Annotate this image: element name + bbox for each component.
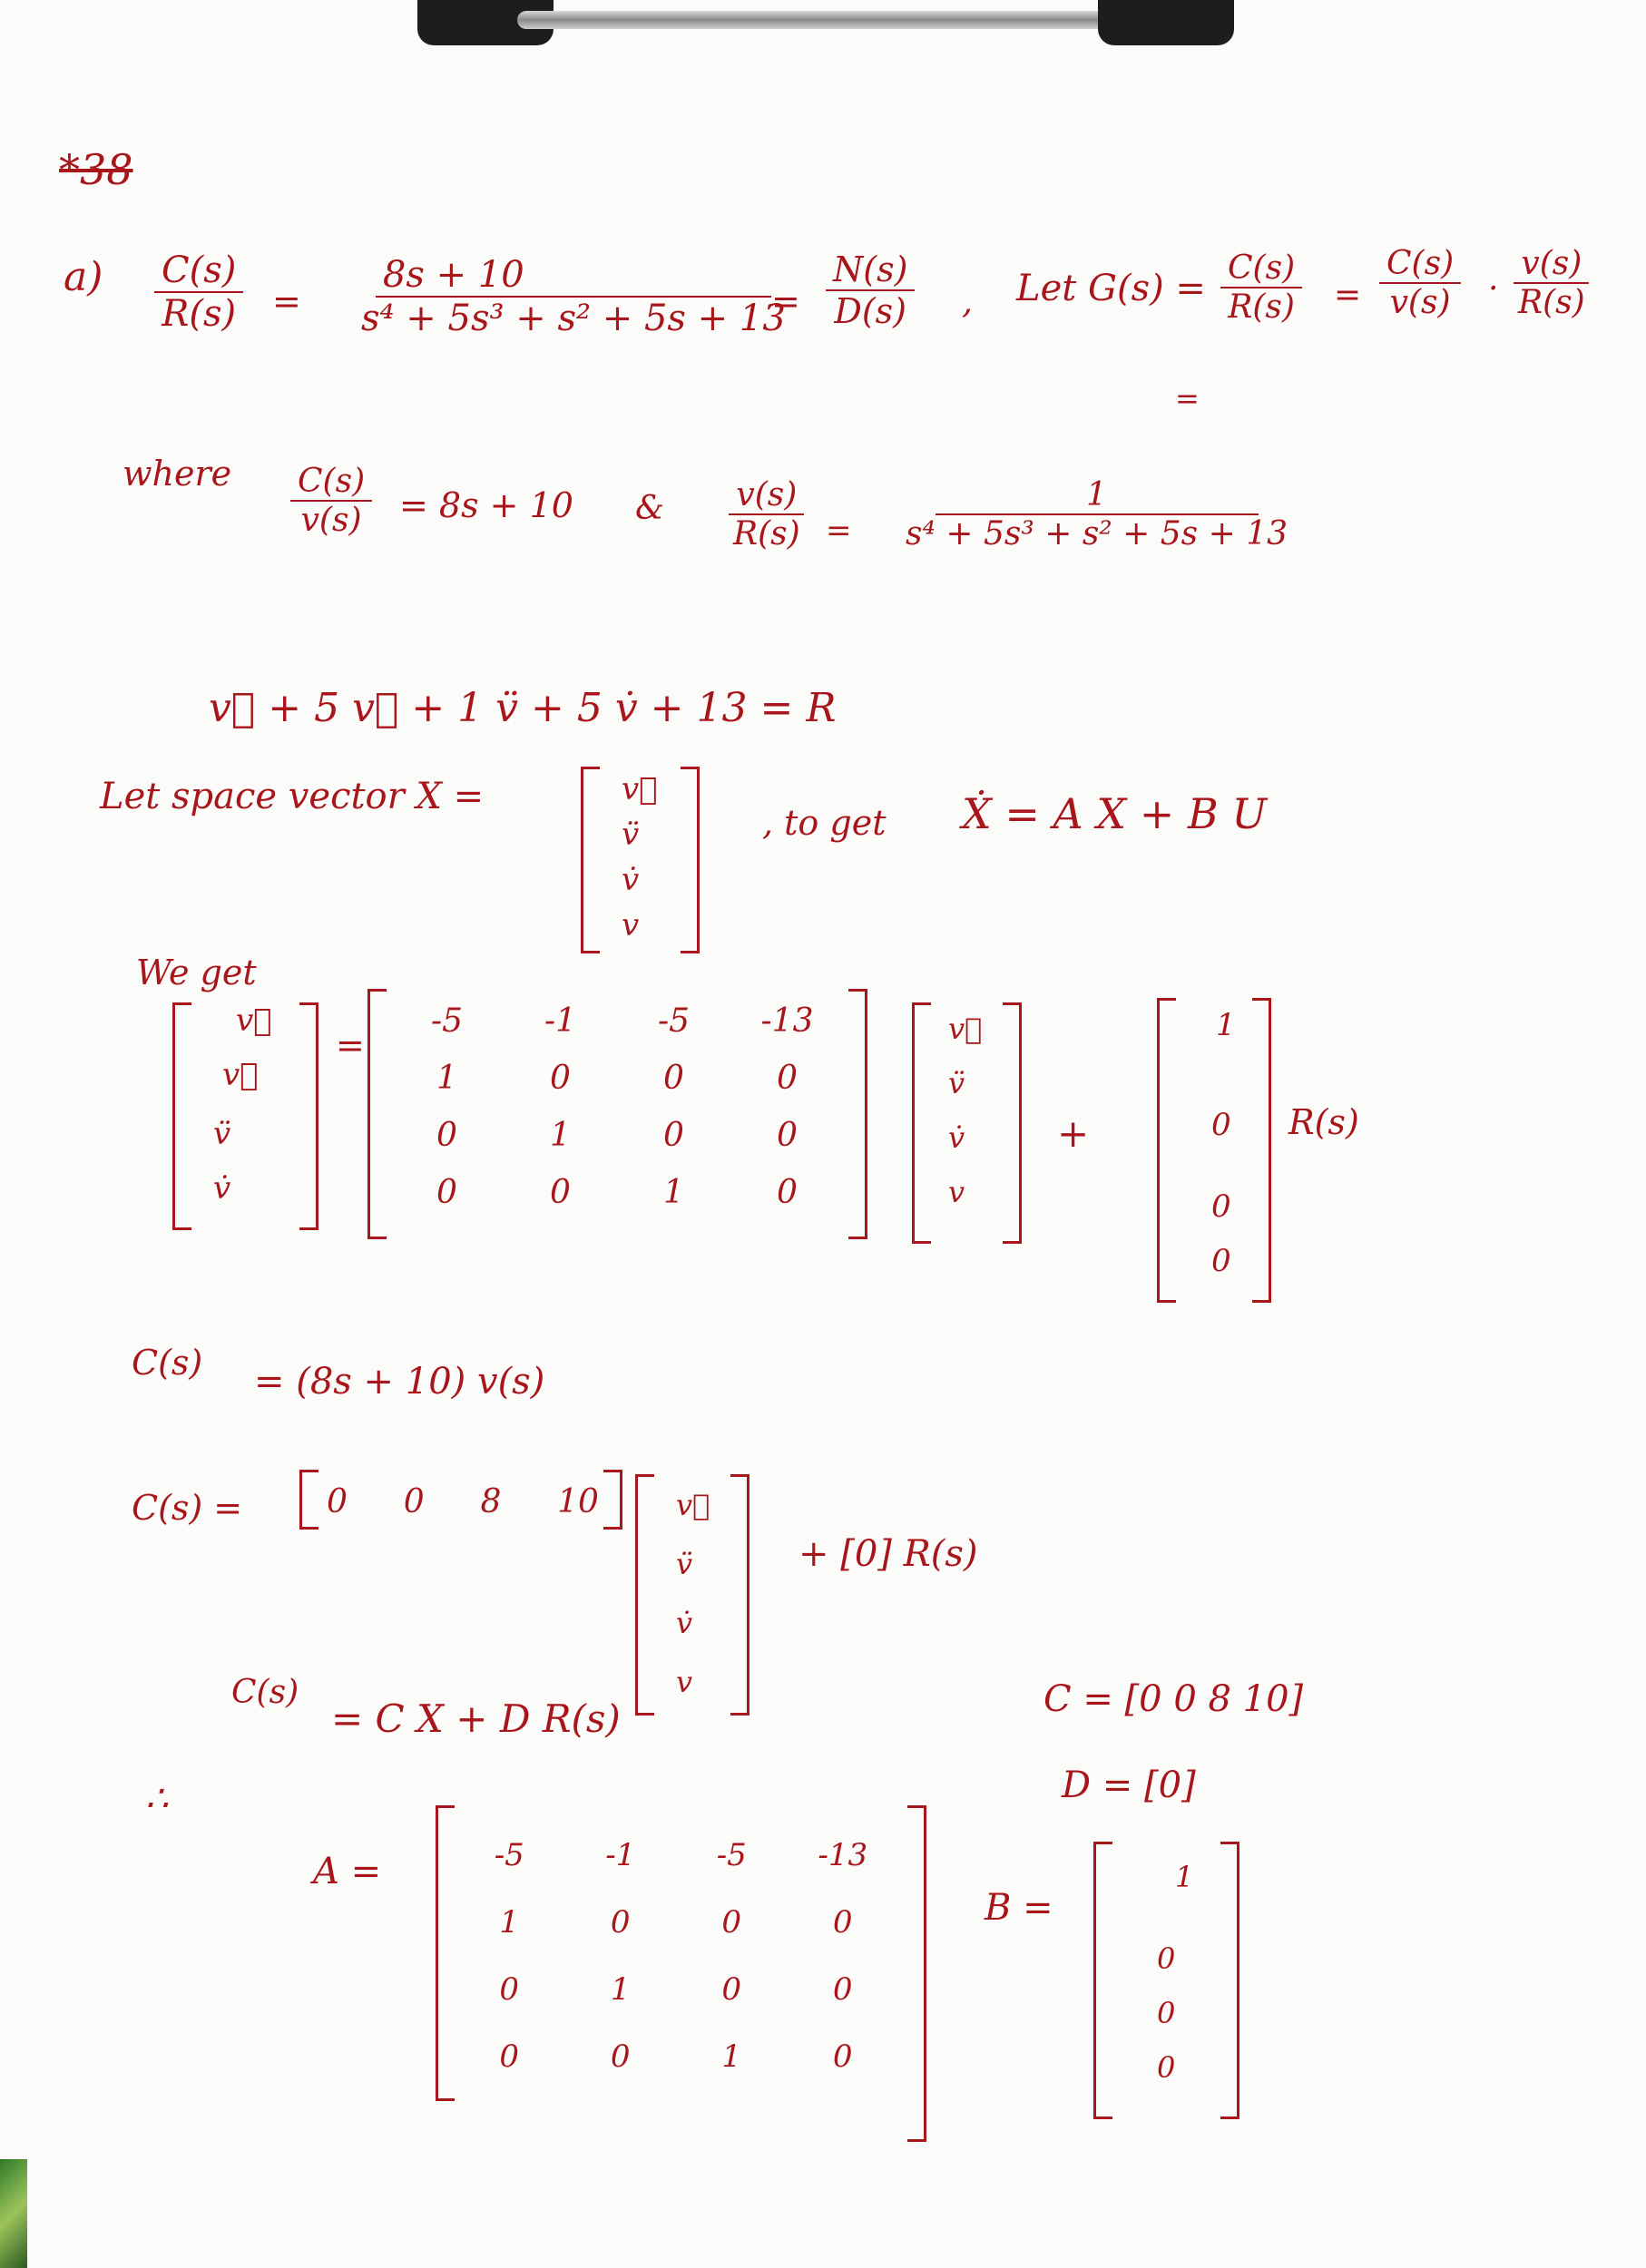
x-entry-1: v⃛ bbox=[948, 1012, 983, 1046]
nd-frac bbox=[826, 249, 915, 331]
final-a-left-bracket bbox=[436, 1805, 455, 2101]
tf-main bbox=[354, 254, 793, 339]
lhs-entry-1: v⃜ bbox=[236, 1002, 272, 1039]
clip-right-pad bbox=[1098, 0, 1234, 45]
to-get-label: , to get bbox=[762, 803, 887, 843]
x-vector-entry-3: v̇ bbox=[622, 862, 640, 898]
equals-1: = bbox=[272, 281, 301, 321]
out-tail: + [0] R(s) bbox=[799, 1533, 978, 1575]
out-x-entry-1: v⃛ bbox=[676, 1488, 710, 1522]
p2-num: v(s) bbox=[1514, 245, 1589, 284]
a-matrix-cell-0-0: -5 bbox=[430, 1002, 464, 1040]
x-vector-entry-2: v̈ bbox=[622, 816, 640, 853]
final-a-cell-2-2: 0 bbox=[721, 1971, 742, 2008]
g-den: R(s) bbox=[1228, 288, 1295, 326]
dot-mult: · bbox=[1488, 270, 1499, 308]
therefore-symbol: ∴ bbox=[145, 1778, 169, 1820]
final-b-entry-4: 0 bbox=[1157, 2050, 1176, 2085]
nd-num: N(s) bbox=[826, 249, 915, 291]
where-equals: = bbox=[826, 513, 852, 549]
c-row-right-bracket bbox=[603, 1470, 622, 1530]
where-c-frac bbox=[290, 463, 372, 539]
b-entry-4: 0 bbox=[1211, 1243, 1231, 1279]
a-label: A = bbox=[313, 1851, 382, 1892]
out-line2-lhs: C(s) = bbox=[132, 1488, 243, 1528]
p1-frac bbox=[1379, 245, 1461, 321]
final-a-cell-1-3: 0 bbox=[832, 1904, 853, 1941]
tf-lhs-num: C(s) bbox=[154, 249, 243, 293]
g-num: C(s) bbox=[1220, 249, 1302, 288]
p2-frac bbox=[1511, 245, 1592, 321]
where-c-den: v(s) bbox=[300, 502, 362, 539]
a-matrix-cell-0-1: -1 bbox=[544, 1002, 577, 1040]
x-entry-2: v̈ bbox=[948, 1066, 965, 1100]
a-matrix-cell-1-1: 0 bbox=[550, 1060, 571, 1097]
where-v-frac bbox=[726, 476, 808, 552]
c-row-cell-1: 0 bbox=[403, 1483, 425, 1520]
lhs-left-bracket bbox=[172, 1002, 191, 1230]
final-a-cell-1-0: 1 bbox=[499, 1904, 520, 1941]
tf-den: s⁴ + 5s³ + s² + 5s + 13 bbox=[361, 298, 786, 339]
b-entry-1: 1 bbox=[1216, 1007, 1236, 1043]
d-definition: D = [0] bbox=[1062, 1765, 1196, 1806]
p1-num: C(s) bbox=[1379, 245, 1461, 284]
a-matrix-cell-3-3: 0 bbox=[777, 1174, 798, 1211]
final-a-cell-2-3: 0 bbox=[832, 1971, 853, 2008]
nd-den: D(s) bbox=[834, 291, 907, 331]
b-entry-2: 0 bbox=[1211, 1107, 1231, 1143]
p2-den: R(s) bbox=[1518, 284, 1585, 321]
out-line1-lhs: C(s) bbox=[132, 1343, 203, 1383]
b-entry-3: 0 bbox=[1211, 1188, 1231, 1225]
matrix-equals: = bbox=[336, 1025, 365, 1065]
final-b-right-bracket bbox=[1220, 1842, 1239, 2119]
a-matrix-cell-2-3: 0 bbox=[777, 1117, 798, 1154]
final-a-cell-2-0: 0 bbox=[499, 1971, 520, 2008]
x-vector-entry-1: v⃛ bbox=[622, 771, 658, 807]
equals-3: = bbox=[1334, 277, 1362, 314]
out-x-entry-3: v̇ bbox=[676, 1606, 693, 1640]
input-label: R(s) bbox=[1288, 1102, 1359, 1142]
x-entry-3: v̇ bbox=[948, 1120, 965, 1155]
state-vector-label: Let space vector X = bbox=[100, 776, 485, 817]
a-matrix-right-bracket bbox=[848, 989, 867, 1239]
a-matrix-cell-2-0: 0 bbox=[436, 1117, 457, 1154]
b-label: B = bbox=[985, 1887, 1053, 1929]
a-matrix-cell-3-2: 1 bbox=[663, 1174, 684, 1211]
x-entry-4: v bbox=[948, 1175, 965, 1209]
where-v-num: v(s) bbox=[729, 476, 804, 515]
tf-num: 8s + 10 bbox=[376, 254, 771, 298]
matrix-plus: + bbox=[1057, 1111, 1090, 1156]
where-v-rhs bbox=[898, 476, 1295, 552]
out-x-entry-4: v bbox=[676, 1665, 693, 1699]
final-a-cell-1-1: 0 bbox=[610, 1904, 631, 1941]
final-a-cell-2-1: 1 bbox=[610, 1971, 631, 2008]
where-c-rhs: = 8s + 10 bbox=[399, 485, 573, 525]
out-line1-rhs: = (8s + 10) v(s) bbox=[254, 1361, 545, 1403]
part-label: a) bbox=[64, 254, 103, 300]
final-a-cell-0-2: -5 bbox=[716, 1837, 747, 1873]
a-matrix-cell-3-1: 0 bbox=[550, 1174, 571, 1211]
final-a-cell-3-2: 1 bbox=[721, 2038, 742, 2075]
lhs-entry-2: v⃛ bbox=[222, 1057, 259, 1093]
final-a-cell-0-0: -5 bbox=[494, 1837, 524, 1873]
let-g-label: Let G(s) = bbox=[1016, 268, 1206, 309]
x-vector-entry-4: v bbox=[622, 907, 640, 943]
a-matrix-cell-2-1: 1 bbox=[550, 1117, 571, 1154]
final-a-cell-0-1: -1 bbox=[605, 1837, 636, 1873]
b-vector-right-bracket bbox=[1252, 998, 1271, 1303]
where-v-rhs-num: 1 bbox=[936, 476, 1259, 515]
c-row-cell-3: 10 bbox=[557, 1483, 599, 1520]
state-equation: Ẋ = A X + B U bbox=[962, 789, 1268, 838]
clip-bar bbox=[517, 11, 1134, 29]
c-row-cell-2: 8 bbox=[480, 1483, 502, 1520]
final-a-cell-3-3: 0 bbox=[832, 2038, 853, 2075]
tf-lhs-den: R(s) bbox=[162, 293, 237, 335]
green-leaf-corner bbox=[0, 2159, 27, 2268]
c-definition: C = [0 0 8 10] bbox=[1043, 1678, 1304, 1720]
a-matrix-cell-0-2: -5 bbox=[657, 1002, 691, 1040]
where-amp: & bbox=[635, 490, 665, 527]
final-a-cell-0-3: -13 bbox=[818, 1837, 868, 1873]
x-vector-left-bracket bbox=[581, 767, 600, 953]
final-a-grid bbox=[454, 1837, 898, 2075]
c-row-grid bbox=[327, 1483, 599, 1520]
x-left-bracket bbox=[912, 1002, 931, 1244]
a-matrix-cell-0-3: -13 bbox=[760, 1002, 814, 1040]
a-matrix-grid bbox=[390, 1002, 844, 1211]
we-get-label: We get bbox=[136, 953, 257, 992]
out-x-left-bracket bbox=[635, 1474, 654, 1716]
where-v-den: R(s) bbox=[733, 515, 800, 552]
c-row-cell-0: 0 bbox=[327, 1483, 348, 1520]
where-v-rhs-den: s⁴ + 5s³ + s² + 5s + 13 bbox=[906, 515, 1288, 552]
x-vector-right-bracket bbox=[681, 767, 700, 953]
ode-equation: v⃜ + 5 v⃛ + 1 v̈ + 5 v̇ + 13 = R bbox=[209, 685, 837, 731]
final-a-cell-1-2: 0 bbox=[721, 1904, 742, 1941]
final-a-cell-3-1: 0 bbox=[610, 2038, 631, 2075]
out-x-right-bracket bbox=[730, 1474, 750, 1716]
out-x-entry-2: v̈ bbox=[676, 1547, 693, 1581]
a-matrix-cell-2-2: 0 bbox=[663, 1117, 684, 1154]
g-frac bbox=[1220, 249, 1302, 326]
final-b-entry-2: 0 bbox=[1157, 1941, 1176, 1976]
problem-number: *38 bbox=[59, 145, 133, 194]
final-b-entry-3: 0 bbox=[1157, 1996, 1176, 2030]
lhs-entry-3: v̈ bbox=[213, 1116, 231, 1152]
equals-2: = bbox=[771, 281, 800, 321]
where-label: where bbox=[122, 454, 232, 494]
a-matrix-cell-1-0: 1 bbox=[436, 1060, 457, 1097]
comma-1: , bbox=[962, 281, 974, 321]
p1-den: v(s) bbox=[1389, 284, 1451, 321]
lhs-entry-4: v̇ bbox=[213, 1170, 231, 1207]
where-c-num: C(s) bbox=[290, 463, 372, 502]
a-matrix-cell-1-2: 0 bbox=[663, 1060, 684, 1097]
clipboard-clip bbox=[417, 0, 1234, 54]
final-a-right-bracket bbox=[907, 1805, 926, 2142]
out-line3-lhs: C(s) bbox=[231, 1674, 299, 1711]
final-a-cell-3-0: 0 bbox=[499, 2038, 520, 2075]
tf-lhs bbox=[154, 249, 243, 335]
b-vector-left-bracket bbox=[1157, 998, 1176, 1303]
x-right-bracket bbox=[1003, 1002, 1022, 1244]
a-matrix-left-bracket bbox=[367, 989, 387, 1239]
equals-4: = bbox=[1175, 381, 1200, 415]
lhs-right-bracket bbox=[299, 1002, 318, 1230]
c-row-left-bracket bbox=[299, 1470, 318, 1530]
final-b-left-bracket bbox=[1093, 1842, 1112, 2119]
a-matrix-cell-1-3: 0 bbox=[777, 1060, 798, 1097]
final-b-entry-1: 1 bbox=[1175, 1860, 1194, 1894]
out-line3-rhs: = C X + D R(s) bbox=[331, 1696, 621, 1741]
a-matrix-cell-3-0: 0 bbox=[436, 1174, 457, 1211]
